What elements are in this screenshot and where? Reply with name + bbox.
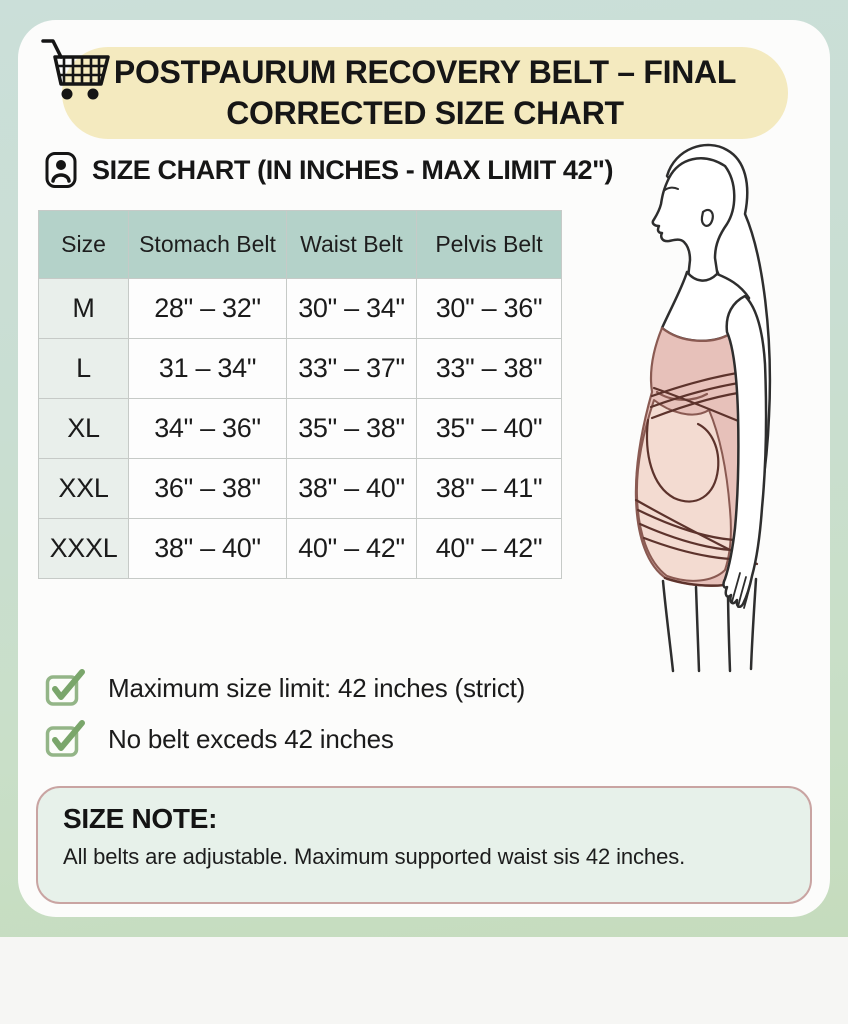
checklist-item-max-limit [44,668,525,708]
person-icon [44,150,78,190]
pelvis-belt-value: 40" – 42" [417,519,562,579]
size-label: XL [39,399,129,459]
page-title-line1: POSTPAURUM RECOVERY BELT – FINAL [113,54,737,90]
title-banner [62,47,788,139]
size-note-box [36,786,812,904]
stomach-belt-value: 28" – 32" [129,279,287,339]
checkbox-icon [44,719,86,759]
checklist-item-label: No belt exceds 42 inches [108,723,394,754]
table-row-xl [39,399,562,459]
size-note-body: All belts are adjustable. Maximum supported waist sis 42 inches. [63,844,686,869]
pelvis-belt-value: 35" – 40" [417,399,562,459]
column-header-waist-belt: Waist Belt [287,211,417,279]
size-note-title: SIZE NOTE: [63,803,218,834]
checkbox-icon [44,668,86,708]
table-header-row [39,211,562,279]
table-row-xxxl [39,519,562,579]
waist-belt-value: 33" – 37" [287,339,417,399]
pelvis-belt-value: 33" – 38" [417,339,562,399]
checklist-item-no-exceed [44,719,525,759]
table-row-m [39,279,562,339]
page-title-line2: CORRECTED SIZE CHART [226,95,624,131]
column-header-size: Size [39,211,129,279]
column-header-stomach-belt: Stomach Belt [129,211,287,279]
size-label: L [39,339,129,399]
size-table [38,210,562,579]
stomach-belt-value: 36" – 38" [129,459,287,519]
waist-belt-value: 40" – 42" [287,519,417,579]
pelvis-belt-value: 30" – 36" [417,279,562,339]
section-heading [44,150,613,190]
checklist-item-label: Maximum size limit: 42 inches (strict) [108,672,526,703]
pelvis-belt-value: 38" – 41" [417,459,562,519]
table-row-xxl [39,459,562,519]
stomach-belt-value: 34" – 36" [129,399,287,459]
pregnant-woman-illustration [598,136,812,676]
waist-belt-value: 38" – 40" [287,459,417,519]
size-label: M [39,279,129,339]
content-card [18,20,830,917]
table-row-l [39,339,562,399]
waist-belt-value: 30" – 34" [287,279,417,339]
size-label: XXXL [39,519,129,579]
shopping-cart-icon [38,32,116,110]
stomach-belt-value: 38" – 40" [129,519,287,579]
column-header-pelvis-belt: Pelvis Belt [417,211,562,279]
section-title: SIZE CHART (IN INCHES - MAX LIMIT 42") [92,154,614,185]
waist-belt-value: 35" – 38" [287,399,417,459]
size-label: XXL [39,459,129,519]
stomach-belt-value: 31 – 34" [129,339,287,399]
checklist [44,668,525,759]
